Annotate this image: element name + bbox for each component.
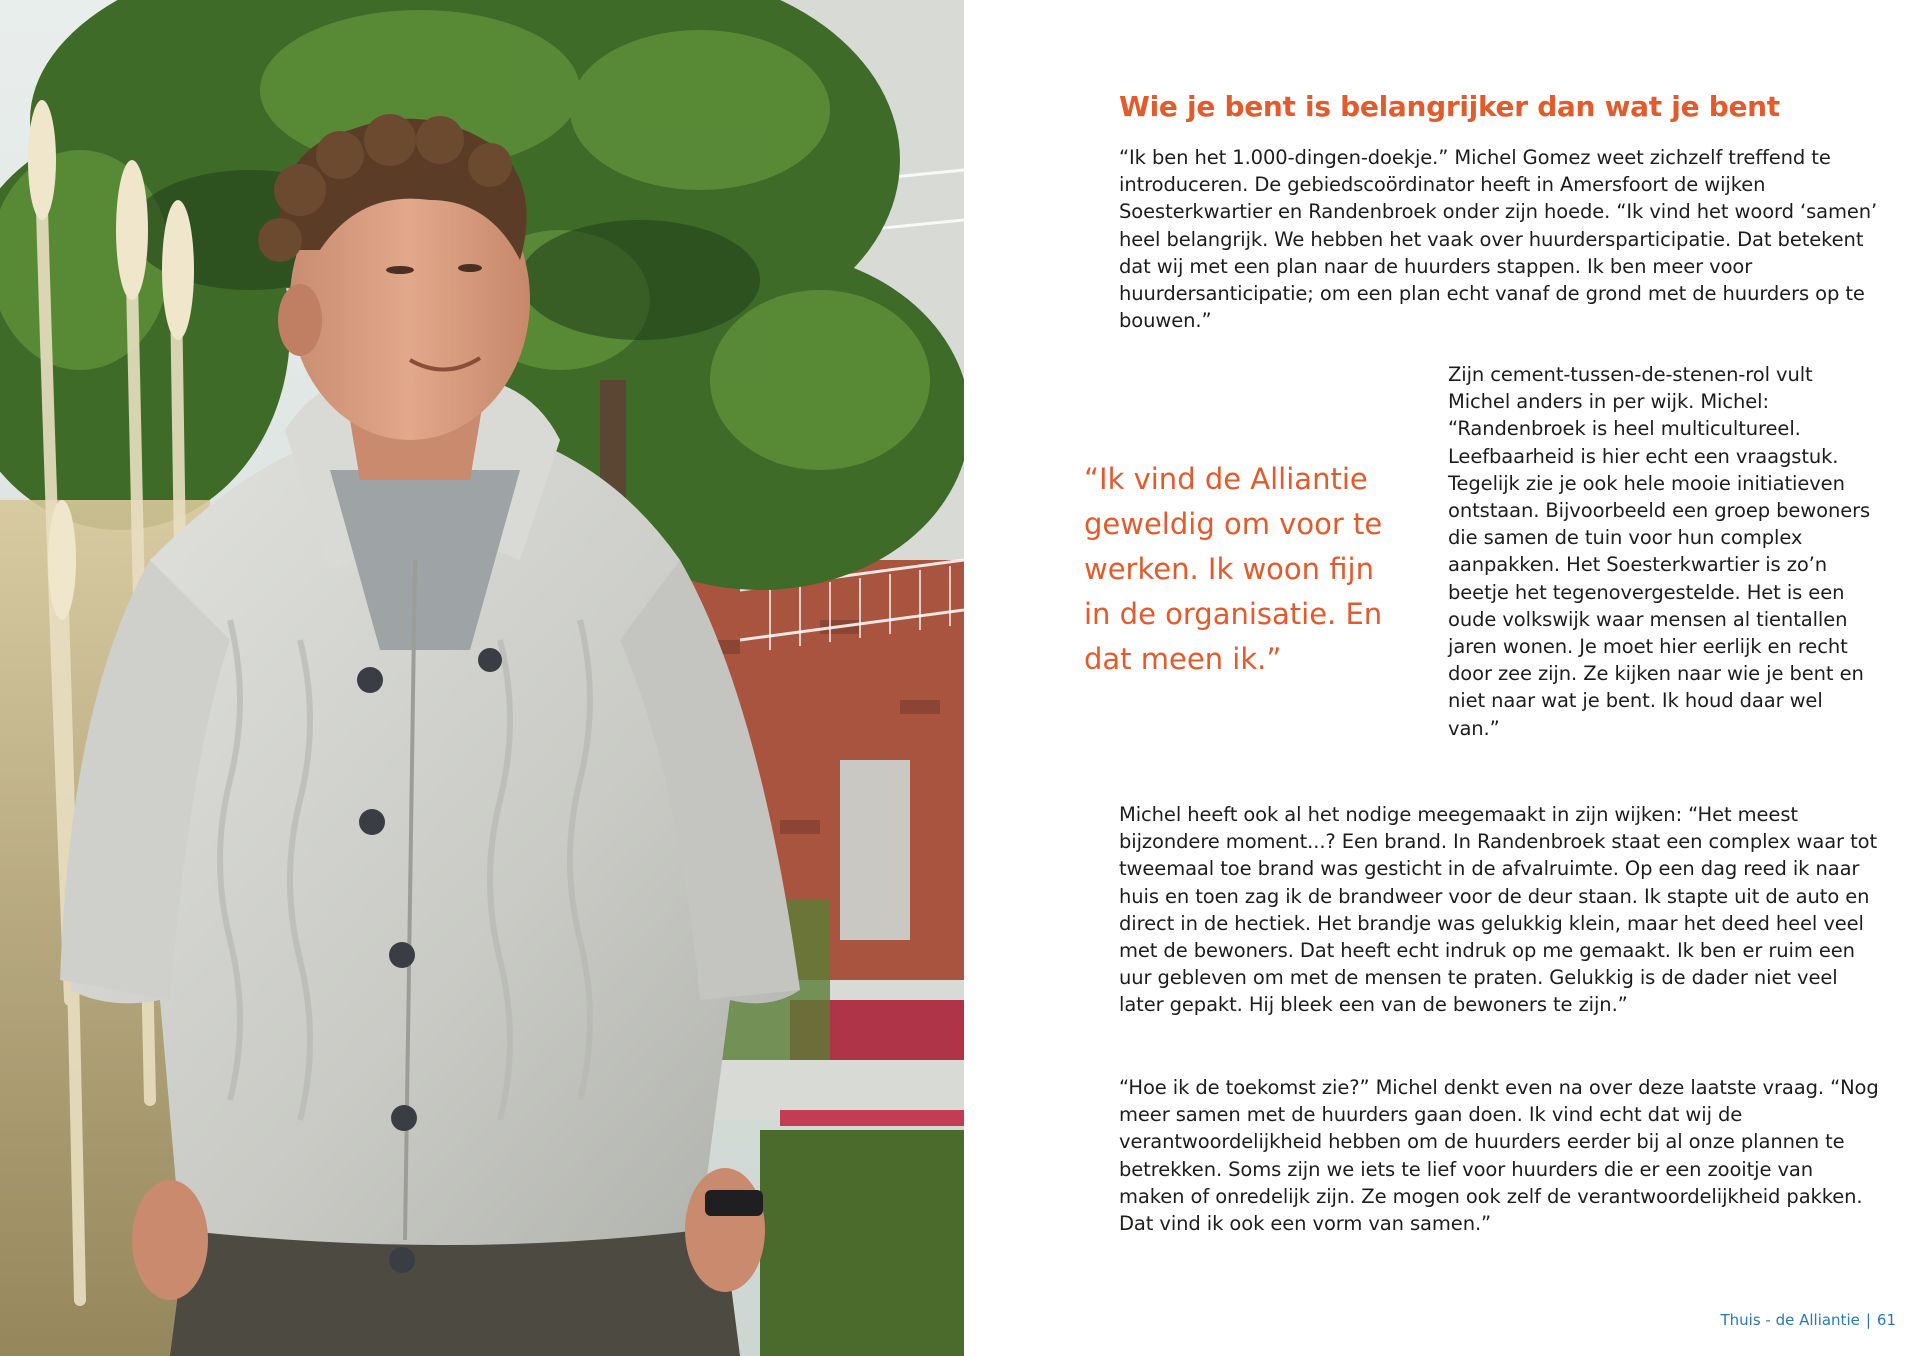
publication-name: Thuis - de Alliantie xyxy=(1720,1311,1860,1329)
column-paragraph: Zijn cement-tussen-de-stenen-rol vult Michel anders in per wijk. Michel: “Randenbroek is heel multicultureel. Leefbaarheid is hier echt een vraagstuk. Tegelijk zie je ook hele mooie initiatieven ontstaan. Bijvoorbeeld een groep bewoners die samen de tuin voor hun complex aanpakken. Het Soesterkwartier is zo’n beetje het tegenovergestelde. Het is een oude volkswijk waar mensen al tientallen jaren wonen. Je moet hier eerlijk en recht door zee zijn. Ze kijken naar wie je bent en niet naar wat je bent. Ik houd daar wel van.” xyxy=(1448,363,1871,740)
page-footer xyxy=(1720,1310,1896,1330)
pull-quote: “Ik vind de Alliantie geweldig om voor te werken. Ik woon fijn in de organisatie. En dat meen ik.” xyxy=(1084,462,1383,676)
future-paragraph: “Hoe ik de toekomst zie?” Michel denkt even na over deze laatste vraag. “Nog meer samen met de huurders gaan doen. Ik vind echt dat wij de verantwoordelijkheid hebben om de huurders eerder bij al onze plannen te betrekken. Soms zijn we iets te lief voor huurders die er een zooitje van maken of onredelijk zijn. Ze mogen ook zelf de verantwoordelijkheid pakken. Dat vind ik ook een vorm van samen.” xyxy=(1119,1076,1879,1236)
page-number: 61 xyxy=(1876,1311,1896,1329)
footer-separator: | xyxy=(1865,1311,1871,1329)
fire-paragraph: Michel heeft ook al het nodige meegemaakt in zijn wijken: “Het meest bijzondere moment...? Een brand. In Randenbroek staat een complex waar tot tweemaal toe brand was gesticht in de afvalruimte. Op een dag reed ik naar huis en toen zag ik de brandweer voor de deur staan. Ik stapte uit de auto en direct in de hectiek. Het brandje was gelukkig klein, maar het deed heel veel met de bewoners. Dat heeft echt indruk op me gemaakt. Ik ben er ruim een uur gebleven om met de mensen te praten. Gelukkig is de dader niet veel later gepakt. Hij bleek een van de bewoners te zijn.” xyxy=(1119,803,1877,1017)
article-page xyxy=(964,0,1920,1356)
article-heading: Wie je bent is belangrijker dan wat je bent xyxy=(1119,90,1780,123)
intro-paragraph: “Ik ben het 1.000-dingen-doekje.” Michel Gomez weet zichzelf treffend te introduceren. De gebiedscoördinator heeft in Amersfoort de wijken Soesterkwartier en Randenbroek onder zijn hoede. “Ik vind het woord ‘samen’ heel belangrijk. We hebben het vaak over huurdersparticipatie. Dat betekent dat wij met een plan naar de huurders stappen. Ik ben meer voor huurdersanticipatie; om een plan echt vanaf de grond met de huurders op te bouwen.” xyxy=(1119,146,1878,333)
